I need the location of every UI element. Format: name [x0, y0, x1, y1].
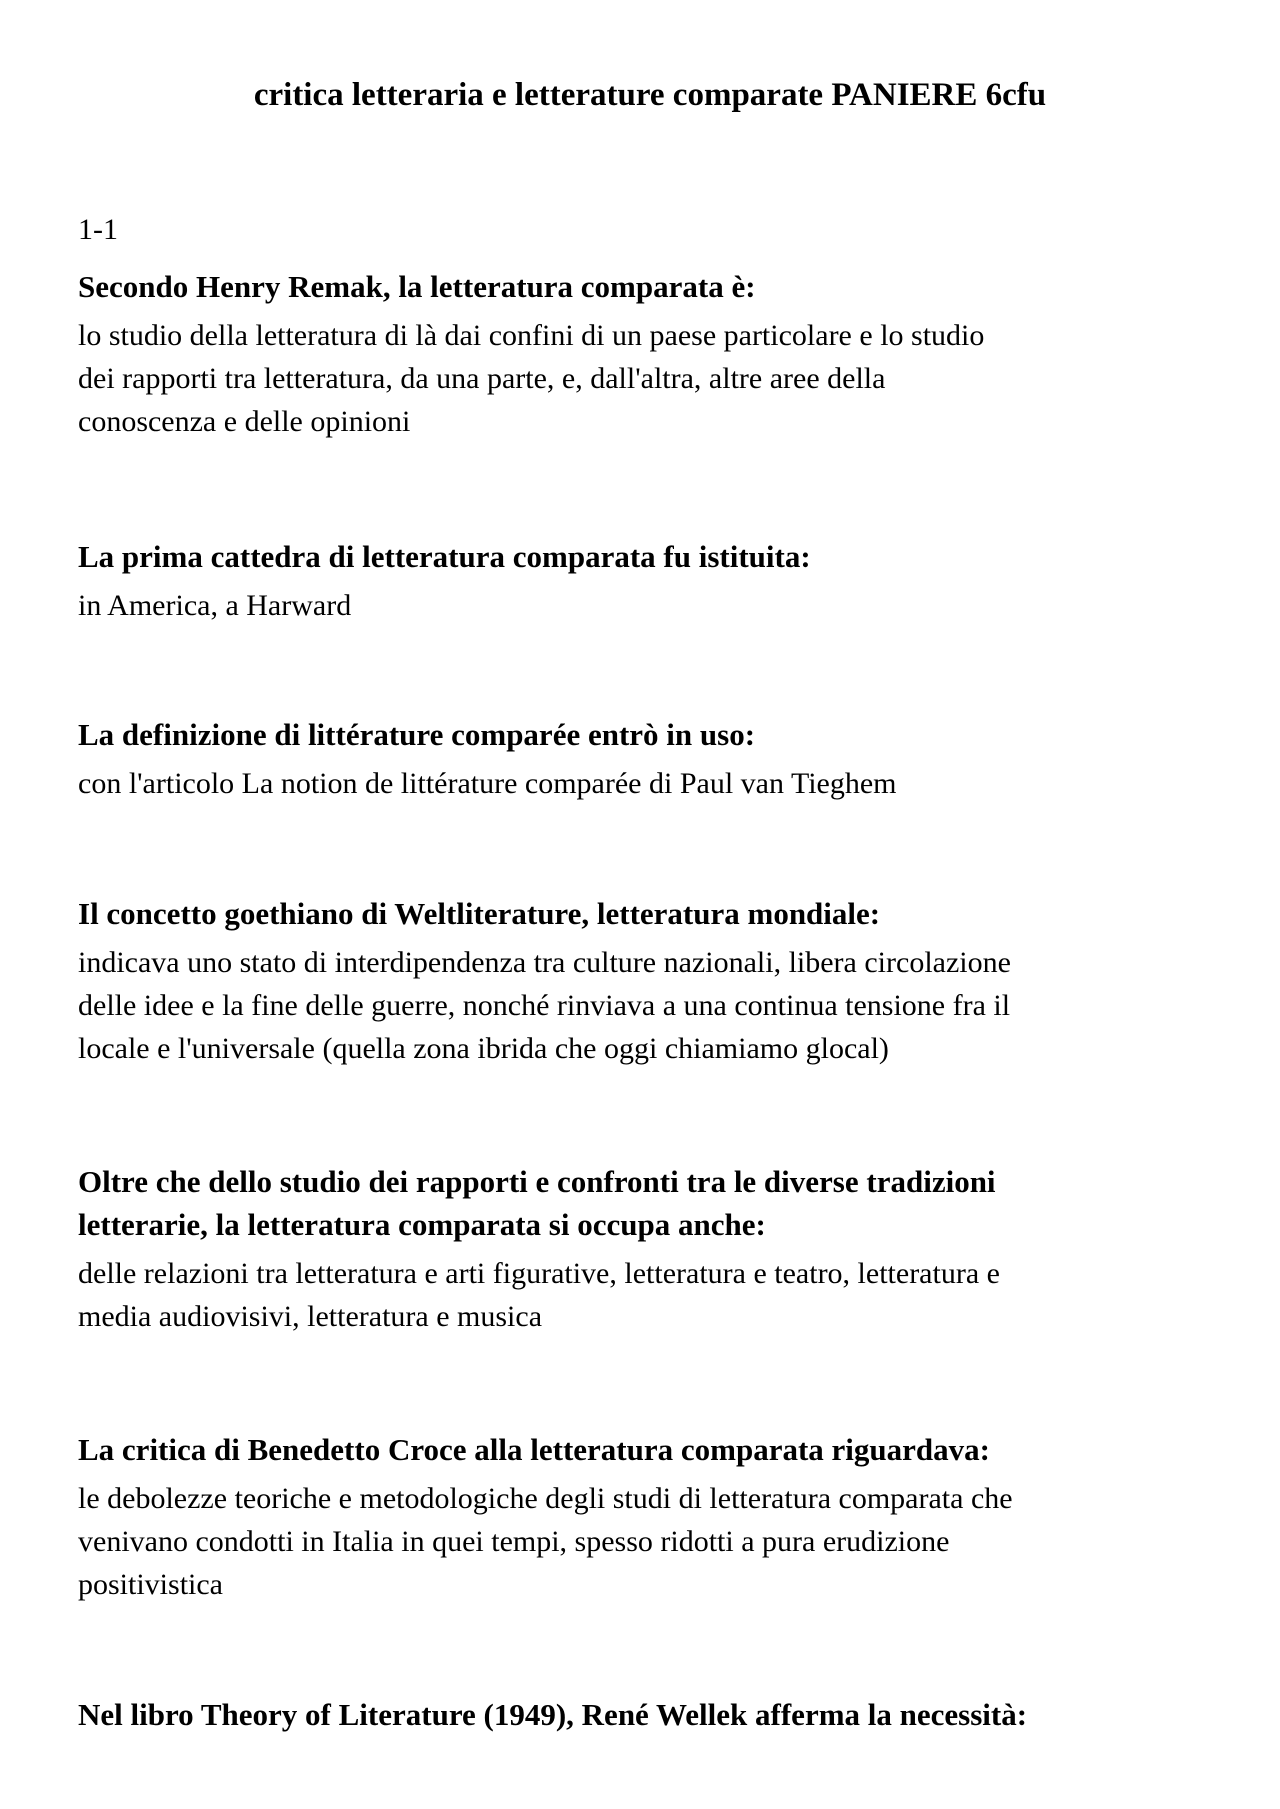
question: La critica di Benedetto Croce alla letteratura comparata riguardava: [78, 1432, 990, 1467]
answer-line: conoscenza e delle opinioni [78, 405, 411, 438]
question-line: letterarie, la letteratura comparata si occupa anche: [78, 1207, 766, 1242]
answer [78, 314, 1188, 443]
answer-line: con l'articolo La notion de littérature comparée di Paul van Tieghem [78, 767, 897, 800]
answer-line: dei rapporti tra letteratura, da una parte, e, dall'altra, altre aree della [78, 362, 886, 395]
answer-line: delle relazioni tra letteratura e arti figurative, letteratura e teatro, letteratura e [78, 1257, 1000, 1290]
question: Il concetto goethiano di Weltliterature, letteratura mondiale: [78, 896, 881, 931]
question-line: Oltre che dello studio dei rapporti e confronti tra le diverse tradizioni [78, 1164, 996, 1199]
qa-item [78, 1160, 1188, 1338]
qa-item [78, 892, 1188, 1070]
answer-line: media audiovisivi, letteratura e musica [78, 1300, 543, 1333]
answer-line: le debolezze teoriche e metodologiche degli studi di letteratura comparata che [78, 1482, 1013, 1515]
answer [78, 941, 1188, 1070]
question: Nel libro Theory of Literature (1949), René Wellek afferma la necessità: [78, 1697, 1028, 1732]
qa-item [78, 1693, 1188, 1736]
qa-item [78, 1428, 1188, 1606]
answer [78, 1252, 1188, 1338]
answer-line: delle idee e la fine delle guerre, nonché rinviava a una continua tensione fra il [78, 989, 1011, 1022]
document-title: critica letteraria e letterature comparate PANIERE 6cfu [253, 77, 1047, 113]
question [78, 1160, 1188, 1246]
question: Secondo Henry Remak, la letteratura comparata è: [78, 269, 756, 304]
answer [78, 1477, 1188, 1606]
answer-line: locale e l'universale (quella zona ibrida che oggi chiamiamo glocal) [78, 1032, 889, 1065]
section-number: 1-1 [78, 213, 118, 246]
question: La prima cattedra di letteratura comparata fu istituita: [78, 539, 811, 574]
answer-line: lo studio della letteratura di là dai confini di un paese particolare e lo studio [78, 319, 985, 352]
answer [78, 584, 1188, 627]
question: La definizione di littérature comparée entrò in uso: [78, 717, 756, 752]
answer [78, 762, 1188, 805]
answer-line: positivistica [78, 1568, 223, 1601]
answer-line: in America, a Harward [78, 589, 352, 622]
answer-line: venivano condotti in Italia in quei tempi, spesso ridotti a pura erudizione [78, 1525, 950, 1558]
qa-item [78, 535, 1188, 627]
qa-item [78, 713, 1188, 805]
qa-item [78, 265, 1188, 443]
answer-line: indicava uno stato di interdipendenza tra culture nazionali, libera circolazione [78, 946, 1011, 979]
